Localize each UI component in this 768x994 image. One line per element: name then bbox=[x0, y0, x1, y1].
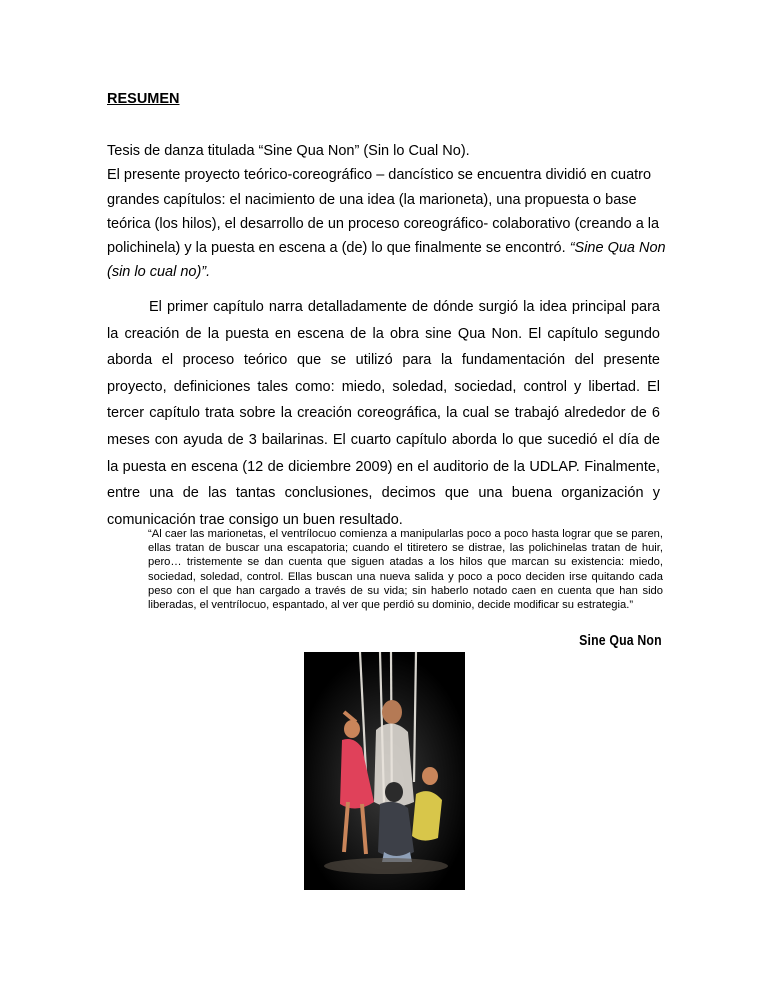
intro-italic-title: “Sine Qua Non (sin lo cual no)”. bbox=[107, 240, 666, 281]
chapters-paragraph: El primer capítulo narra detalladamente de dónde surgió la idea principal para la creación de la puesta en escena de la obra sine Qua Non. El capítulo segundo aborda el proceso teórico que se utilizó para la fundamentación del presente proyecto, definiciones tales como: miedo, soledad, sociedad, control y libertad. El tercer capítulo trata sobre la creación coreográfica, la cual se trabajó alrededor de 6 meses con ayuda de 3 bailarinas. El cuarto capítulo aborda lo que sucedió el día de la puesta en escena (12 de diciembre 2009) en el auditorio de la UDLAP. Finalmente, entre una de las tantas conclusiones, decimos que una buena organización y comunicación trae consigo un buen resultado. bbox=[107, 299, 660, 528]
thesis-title-line: Tesis de danza titulada “Sine Qua Non” (Sin lo Cual No). bbox=[107, 143, 470, 159]
dancers-on-ropes-illustration bbox=[304, 652, 465, 890]
quote-title: Sine Qua Non bbox=[579, 632, 662, 649]
intro-block bbox=[107, 139, 667, 285]
synopsis-quote: “Al caer las marionetas, el ventrílocuo comienza a manipularlas poco a poco hasta lograr que se paren, ellas tratan de buscar una escapatoria; cuando el titiretero se distrae, las polichinelas tratan de huir, pero… tristemente se dan cuenta que siguen atadas a los hilos que marcan su existencia: miedo, sociedad, soledad, control. Ellas buscan una nueva salida y poco a poco deciden irse quitando cada peso con el que han cargado a través de su vida; sin haberlo notado caen en cuenta que han sido liberadas, el ventrílocuo, espantado, al ver que perdió su dominio, decide modificar su estrategia.” bbox=[148, 528, 663, 612]
intro-paragraph bbox=[107, 163, 667, 284]
chapters-paragraph-block bbox=[107, 294, 660, 533]
summary-heading: RESUMEN bbox=[107, 91, 180, 107]
dancers-photo bbox=[304, 652, 465, 890]
intro-text: El presente proyecto teórico-coreográfico – dancístico se encuentra dividió en cuatro grandes capítulos: el nacimiento de una idea (la marioneta), una propuesta o base teórica (los hilos), el desarrollo de un proceso coreográfico- colaborativo (creando a la polichinela) y la puesta en escena a (de) lo que finalmente se encontró. bbox=[107, 167, 660, 257]
